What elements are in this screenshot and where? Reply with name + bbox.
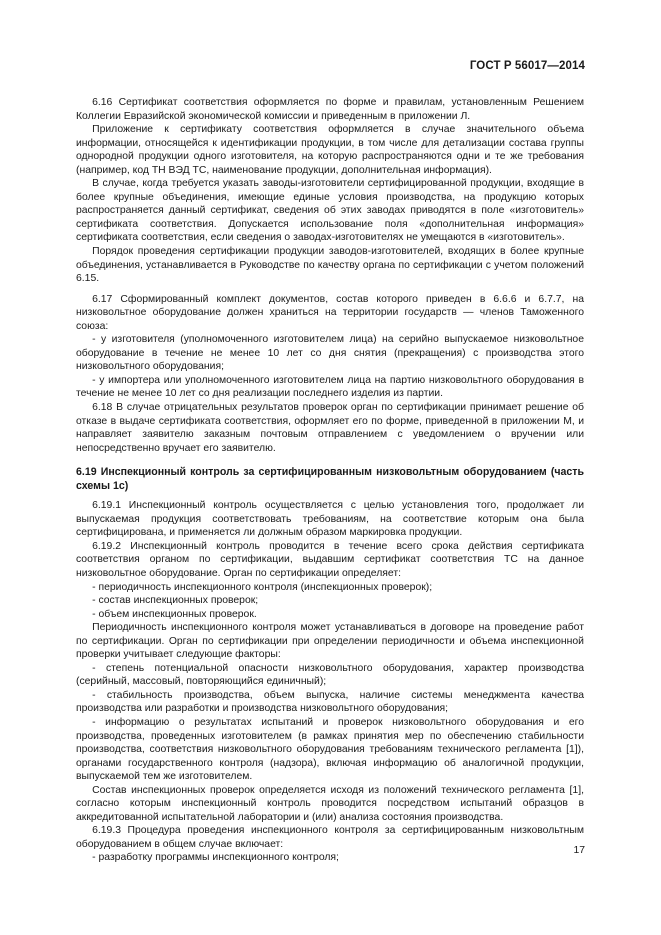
paragraph-composition: Состав инспекционных проверок определяется исходя из положений технического регламента [1], согласно которым инспекционный контроль проводится посредством испытаний образцов в аккредитованной испытательной лаборатории и (или) анализа состояния производства. <box>76 784 584 823</box>
paragraph-6-17: 6.17 Сформированный комплект документов, состав которого приведен в 6.6.6 и 6.7.7, на низковольтное оборудование должен храниться на территории государств — членов Таможенного союза: <box>76 293 584 332</box>
paragraph-periodicity: Периодичность инспекционного контроля может устанавливаться в договоре на проведение работ по сертификации. Орган по сертификации при определении периодичности и объема инспекционной проверки учитывает следующие факторы: <box>76 622 584 661</box>
list-item: - степень потенциальной опасности низковольтного оборудования, характер производства (серийный, массовый, повторяющийся единичный); <box>76 662 584 688</box>
paragraph-6-19-1: 6.19.1 Инспекционный контроль осуществляется с целью установления того, продолжает ли выпускаемая продукция соответствовать требованиям, на соответствие которым она была сертифицирована, и применяется ли должным образом маркировка продукции. <box>76 500 584 539</box>
paragraph-6-18: 6.18 В случае отрицательных результатов проверок орган по сертификации принимает решение об отказе в выдаче сертификата соответствия, оформляет его по форме, приведенной в приложении М, и направляет заявителю заказным почтовым отправлением с уведомлением о вручении или непосредственно вручает его заявителю. <box>76 402 584 454</box>
paragraph-procedure: Порядок проведения сертификации продукции заводов-изготовителей, входящих в более крупные объединения, устанавливается в Руководстве по качеству органа по сертификации с учетом положений 6.15. <box>76 246 584 285</box>
paragraph-certificate-annex: Приложение к сертификату соответствия оформляется в случае значительного объема информации, относящейся к идентификации продукции, в том числе для детализации состава группы однородной продукции одного изготовителя, на которую распространяются одни и те же требования (например, код ТН ВЭД ТС, наименование продукции, дополнительная информация). <box>76 124 584 176</box>
list-item: - состав инспекционных проверок; <box>92 595 259 607</box>
list-item: - разработку программы инспекционного контроля; <box>92 852 339 864</box>
list-item: - у изготовителя (уполномоченного изготовителем лица) на серийно выпускаемое низковольтное оборудование в течение не менее 10 лет со дня снятия (прекращения) с производства этого низковольтного оборудования; <box>76 334 584 373</box>
list-item: - объем инспекционных проверок. <box>92 608 257 620</box>
list-item: - периодичность инспекционного контроля (инспекционных проверок); <box>92 581 433 593</box>
paragraph-6-19-3: 6.19.3 Процедура проведения инспекционного контроля за сертифицированным низковольтным оборудованием в общем случае включает: <box>76 825 584 850</box>
document-body <box>76 96 584 865</box>
page-number: 17 <box>573 845 585 856</box>
list-item: - стабильность производства, объем выпуска, наличие системы менеджмента качества производства или разработки и производства низковольтного оборудования; <box>76 689 584 715</box>
paragraph-manufacturers: В случае, когда требуется указать заводы-изготовители сертифицированной продукции, входящие в более крупные объединения, имеющие единые условия производства, на продукцию которых распространяется данный сертификат, сведения об этих заводах приводятся в поле «изготовитель» сертификата соответствия. Допускается использование поля «дополнительная информация» сертификата соответствия, если сведения о заводах-изготовителях не умещаются в «изготовитель». <box>76 178 584 244</box>
paragraph-6-19-2: 6.19.2 Инспекционный контроль проводится в течение всего срока действия сертификата соответствия органом по сертификации, выдавшим сертификат соответствия ТС на данное низковольтное оборудование. Орган по сертификации определяет: <box>76 540 584 579</box>
document-standard-id: ГОСТ Р 56017—2014 <box>469 60 585 72</box>
section-heading: 6.19 Инспекционный контроль за сертифицированным низковольтным оборудованием (часть схемы 1с) <box>76 466 584 493</box>
paragraph-6-16: 6.16 Сертификат соответствия оформляется по форме и правилам, установленным Решением Коллегии Евразийской экономической комиссии и приведенным в приложении Л. <box>76 97 584 122</box>
list-item: - информацию о результатах испытаний и проверок низковольтного оборудования и его производства, проведенных изготовителем (в рамках принятия мер по обеспечению стабильности производства, соответствия низковольтного оборудования требованиям технического регламента [1]), органами государственного контроля (надзора), включая информацию об аналогичной продукции, выпускаемой тем же изготовителем. <box>76 716 584 783</box>
list-item: - у импортера или уполномоченного изготовителем лица на партию низковольтного оборудования в течение не менее 10 лет со дня реализации последнего изделия из партии. <box>76 374 584 400</box>
